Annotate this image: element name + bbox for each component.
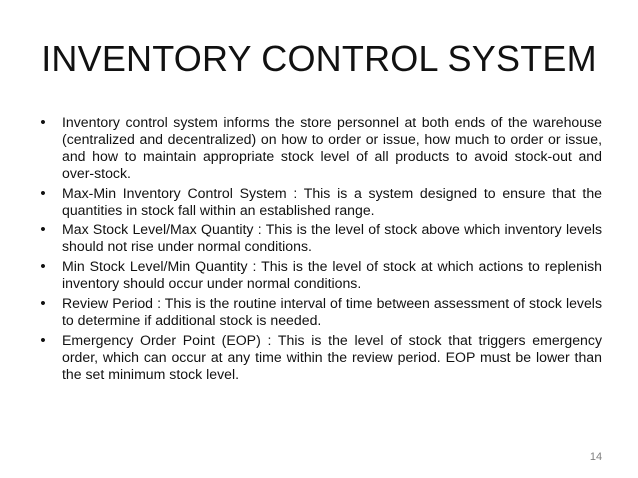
bullet-icon: •	[40, 258, 46, 276]
bullet-list	[34, 114, 602, 386]
slide-title: INVENTORY CONTROL SYSTEM	[41, 38, 597, 79]
bullet-icon: •	[40, 221, 46, 239]
page-number: 14	[589, 451, 603, 463]
bullet-item-max-stock-level	[34, 221, 602, 255]
bullet-text: Emergency Order Point (EOP) : This is the level of stock that triggers emergency order, which can occur at any time within the review period. EOP must be lower than the set minimum stock level.	[62, 331, 602, 382]
bullet-icon: •	[40, 184, 46, 202]
bullet-text: Review Period : This is the routine interval of time between assessment of stock levels to determine if additional stock is needed.	[62, 295, 602, 328]
bullet-text: Max Stock Level/Max Quantity : This is the level of stock above which inventory levels should not rise under normal conditions.	[62, 221, 602, 255]
bullet-text: Inventory control system informs the store personnel at both ends of the warehouse (centralized and decentralized) on how to order or issue, how much to order or issue, and how to maintain appropriate stock level of all products to avoid stock-out and over-stock.	[62, 114, 602, 181]
bullet-item-max-min-system	[34, 185, 602, 219]
bullet-text: Min Stock Level/Min Quantity : This is the level of stock at which actions to replenish inventory should occur under normal conditions.	[62, 258, 602, 292]
bullet-item-emergency-order-point	[34, 332, 602, 383]
bullet-item-min-stock-level	[34, 258, 602, 292]
bullet-item-inventory-control-system	[34, 114, 602, 182]
bullet-icon: •	[40, 295, 46, 313]
bullet-icon: •	[40, 114, 46, 131]
bullet-item-review-period	[34, 295, 602, 329]
bullet-icon: •	[40, 331, 46, 349]
bullet-text: Max-Min Inventory Control System : This is a system designed to ensure that the quantities in stock fall within an established range.	[62, 184, 602, 218]
